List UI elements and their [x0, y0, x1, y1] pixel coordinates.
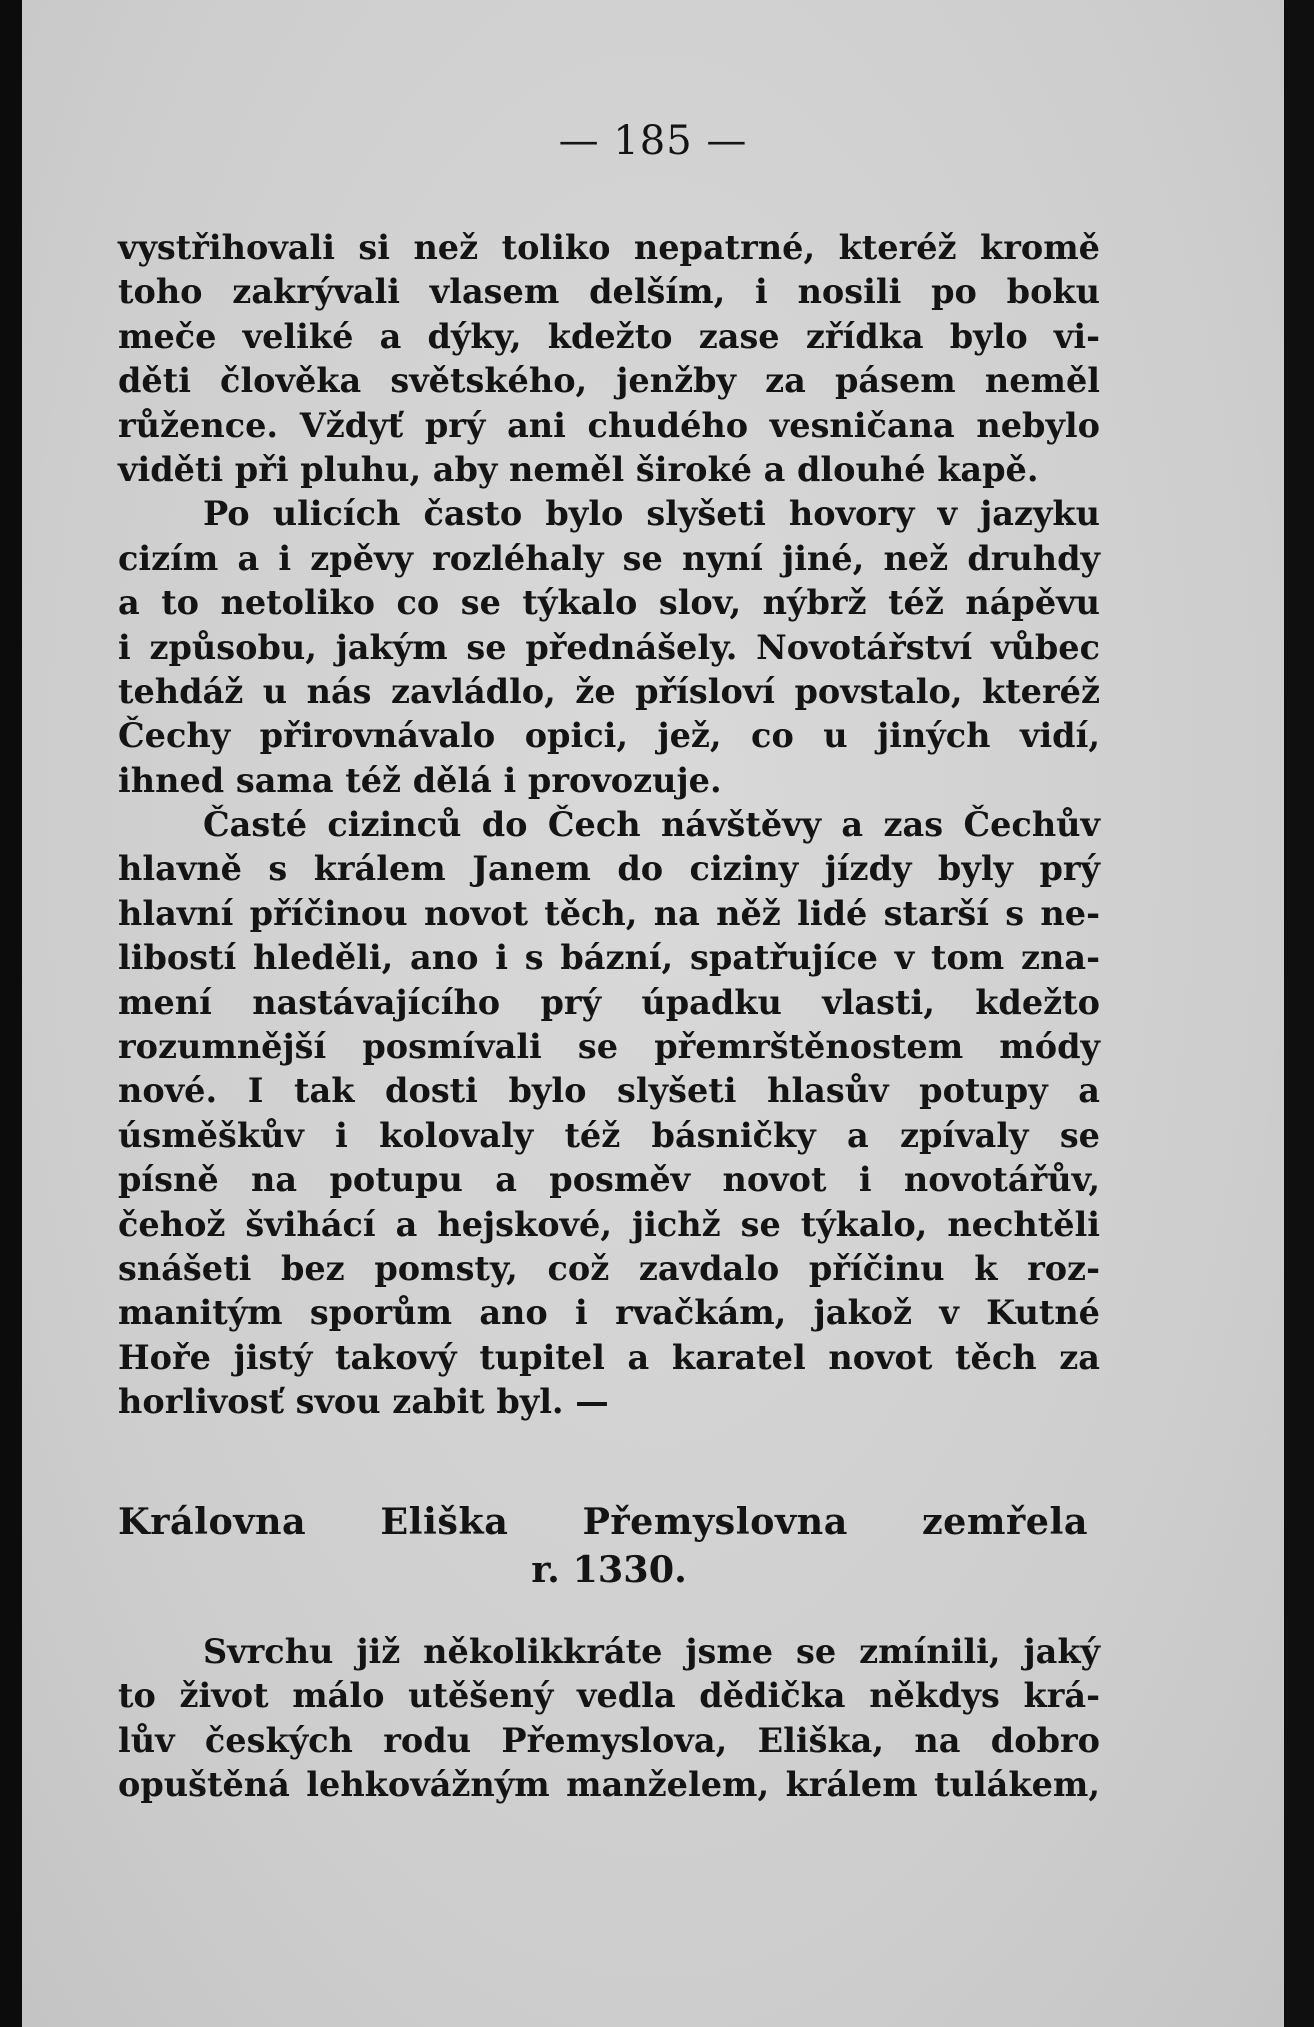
- text-line: opuštěná lehkovážným manželem, králem tulákem,: [118, 1765, 1100, 1805]
- section-heading: Královna Eliška Přemyslovna zemřela: [118, 1500, 1088, 1543]
- book-page: [22, 0, 1284, 2027]
- text-line: nové. I tak dosti bylo slyšeti hlasův potupy a: [118, 1071, 1100, 1111]
- text-line: lův českých rodu Přemyslova, Eliška, na dobro: [118, 1720, 1100, 1760]
- text-line: Čechy přirovnávalo opici, jež, co u jiných vidí,: [118, 716, 1100, 756]
- page-number: — 185 —: [558, 118, 748, 164]
- text-line: ihned sama též dělá i provozuje.: [118, 760, 722, 800]
- text-line: děti člověka světského, jenžby za pásem neměl: [118, 361, 1100, 401]
- text-line: a to netoliko co se týkalo slov, nýbrž též nápěvu: [118, 583, 1100, 623]
- text-line: Po ulicích často bylo slyšeti hovory v jazyku: [203, 494, 1100, 534]
- section-text: [118, 1630, 1100, 1808]
- text-line: Svrchu již několikkráte jsme se zmínili, jaký: [203, 1632, 1100, 1671]
- text-line: úsměškův i kolovaly též básničky a zpívaly se: [118, 1115, 1100, 1155]
- text-line: vystřihovali si než toliko nepatrné, kteréž kromě: [118, 228, 1100, 267]
- text-line: písně na potupu a posměv novot i novotářův,: [118, 1160, 1100, 1200]
- text-line: cizím a i zpěvy rozléhaly se nyní jiné, než druhdy: [118, 538, 1100, 578]
- text-line: to život málo utěšený vedla dědička někdys krá-: [118, 1676, 1100, 1716]
- text-line: hlavně s králem Janem do ciziny jízdy byly prý: [118, 849, 1100, 889]
- text-line: hlavní příčinou novot těch, na něž lidé starší s ne-: [118, 893, 1100, 933]
- text-line: čehož švihácí a hejskové, jichž se týkalo, nechtěli: [118, 1204, 1100, 1244]
- text-line: libostí hleděli, ano i s bázní, spatřujíce v tom zna-: [118, 938, 1100, 978]
- text-line: horlivosť svou zabit byl. —: [118, 1382, 609, 1422]
- scan-right-edge: [1284, 0, 1314, 2027]
- scan-left-edge: [0, 0, 22, 2027]
- body-text: [118, 226, 1100, 1425]
- text-line: růžence. Vždyť prý ani chudého vesničana nebylo: [118, 405, 1100, 445]
- text-line: viděti při pluhu, aby neměl široké a dlouhé kapě.: [118, 449, 1039, 489]
- text-line: Hoře jistý takový tupitel a karatel novot těch za: [118, 1337, 1100, 1377]
- text-line: Časté cizinců do Čech návštěvy a zas Čechův: [203, 805, 1100, 845]
- section-heading-year: r. 1330.: [531, 1548, 687, 1591]
- text-line: meče veliké a dýky, kdežto zase zřídka bylo vi-: [118, 316, 1100, 356]
- text-line: manitým sporům ano i rvačkám, jakož v Kutné: [118, 1293, 1100, 1333]
- text-line: i způsobu, jakým se přednášely. Novotářství vůbec: [118, 627, 1100, 667]
- text-line: snášeti bez pomsty, což zavdalo příčinu k roz-: [118, 1248, 1100, 1288]
- text-line: mení nastávajícího prý úpadku vlasti, kdežto: [118, 982, 1100, 1022]
- text-line: tehdáž u nás zavládlo, že přísloví povstalo, kteréž: [118, 671, 1100, 711]
- text-line: rozumnější posmívali se přemrštěnostem módy: [118, 1027, 1100, 1067]
- text-line: toho zakrývali vlasem delším, i nosili po boku: [118, 272, 1100, 312]
